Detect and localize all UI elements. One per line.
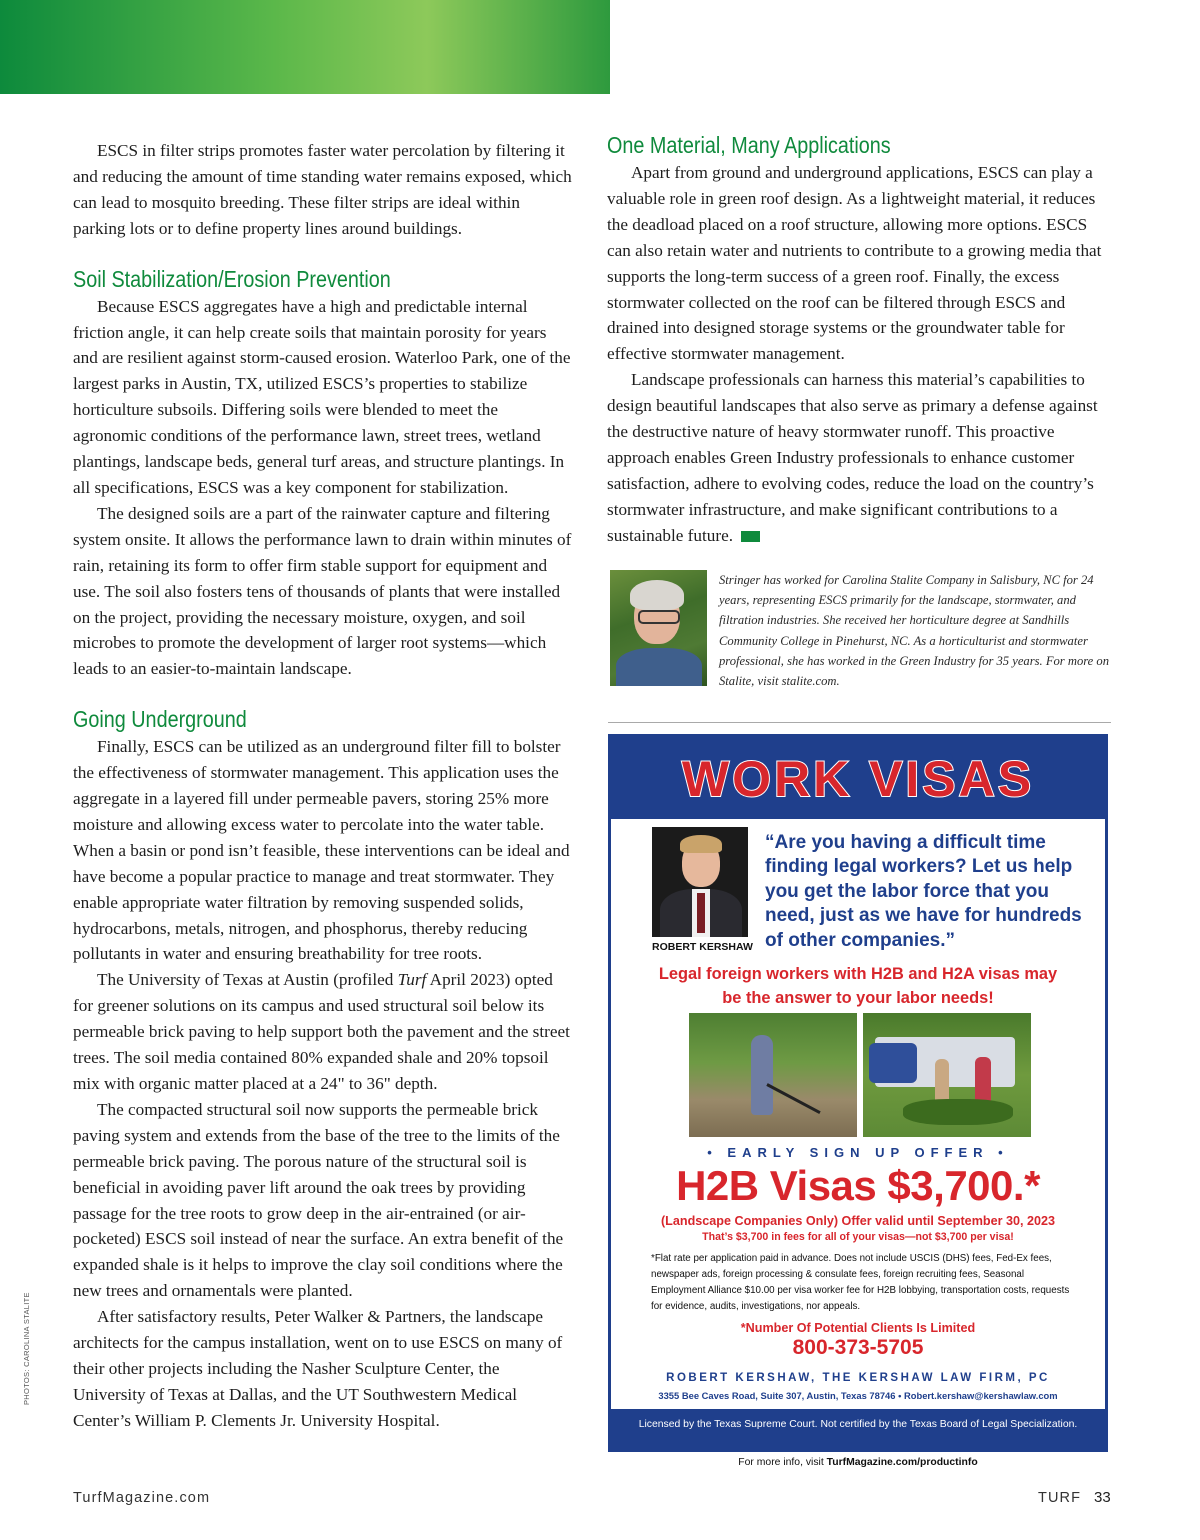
offer-validity: (Landscape Companies Only) Offer valid until September 30, 2023 — [660, 1214, 1056, 1228]
ad-title: WORK VISAS — [681, 751, 1035, 807]
product-info-link[interactable]: TurfMagazine.com/productinfo — [826, 1457, 978, 1468]
paragraph: The compacted structural soil now supports the permeable brick paving system and extends from the base of the tree to the limits of the permeable brick paving. The porous nature of the structural soil is beneficial in avoiding paver lift around the oak trees by providing passage for the tree roots to grow deep in the air-entrained (or air-pocketed) ESCS soil instead of near the surface. An extra benefit of the expanded shale is it helps to improve the clay soil conditions where the new trees and ornamentals were planted. — [73, 1099, 564, 1301]
early-offer: • EARLY SIGN UP OFFER • — [707, 1145, 1009, 1160]
fees-note: That’s $3,700 in fees for all of your visas—not $3,700 per visa! — [702, 1231, 1014, 1243]
paragraph: The University of Texas at Austin (profiled Turf April 2023) opted for greener solutions on its campus and used structural soil below its permeable brick paving to help support both the pavement and the street trees. The soil media contained 80% expanded shale and 20% topsoil mix with organic matter placed at a 24" to 36" depth. — [73, 970, 570, 1093]
kershaw-photo — [652, 827, 748, 937]
photo-credit: PHOTOS: CAROLINA STALITE — [22, 1292, 31, 1405]
fine-print: *Flat rate per application paid in advance. Does not include USCIS (DHS) fees, Fed-Ex fees, newspaper ads, foreign processing & consulate fees, foreign recruiting fees, Seasonal Employment Alliance $10.00 per visa worker fee for H2B lobbying, transportation costs, requests for evidence, audits, investigations, nor appeals. — [651, 1253, 1070, 1312]
paragraph: Apart from ground and underground applications, ESCS can play a valuable role in green roof design. As a lightweight material, it reduces the deadload placed on a roof structure, allowing more options. ESCS can also retain water and nutrients to contribute to a growing media that supports the long-term success of a green roof. Finally, the excess stormwater collected on the roof can be filtered through ESCS and drained into designed storage systems or the groundwater table for effective stormwater management. — [607, 163, 1102, 364]
more-info: For more info, visit TurfMagazine.com/productinfo — [738, 1457, 978, 1468]
left-column — [73, 138, 575, 1434]
section-heading: Soil Stabilization/Erosion Prevention — [73, 265, 391, 292]
ad-quote: “Are you having a difficult time finding legal workers? Let us help you get the labor force that you need, just as we have for hundreds of other companies.” — [765, 832, 1082, 951]
worker-trimming-photo — [689, 1013, 857, 1137]
right-column — [607, 130, 1112, 549]
paragraph: After satisfactory results, Peter Walker & Partners, the landscape architects for the campus installation, went on to use ESCS on many of their other projects including the Nasher Sculpture Center, the University of Texas at Dallas, and the UT Southwestern Medical Center’s William P. Clements Jr. University Hospital. — [73, 1307, 563, 1430]
visa-price: H2B Visas $3,700.* — [676, 1162, 1040, 1209]
paragraph: The designed soils are a part of the rainwater capture and filtering system onsite. It allows the performance lawn to drain within minutes of rain, retaining its form to offer firm stable support for equipment and use. The soil also fosters tens of thousands of plants that were installed on the project, providing the necessary moisture, oxygen, and soil microbes to promote the development of larger root systems—which leads to an easier-to-maintain landscape. — [73, 503, 572, 679]
bio-text: Stringer has worked for Carolina Stalite Company in Salisbury, NC for 24 years, representing ESCS primarily for the landscape, stormwater, and filtration industries. She received her horticulture degree at Sandhills Community College in Pinehurst, NC. As a horticulturist and stormwater professional, she has worked in the Green Industry for 35 years. For more on Stalite, visit stalite.com. — [719, 573, 1110, 689]
limited-note: *Number Of Potential Clients Is Limited — [740, 1321, 976, 1335]
firm-address: 3355 Bee Caves Road, Suite 307, Austin, Texas 78746 • Robert.kershaw@kershawlaw.com — [658, 1390, 1058, 1401]
paragraph: ESCS in filter strips promotes faster water percolation by filtering it and reducing the amount of time standing water remains exposed, which can lead to mosquito breeding. These filter strips are ideal within parking lots or to define property lines around buildings. — [73, 141, 572, 238]
section-heading: One Material, Many Applications — [607, 132, 891, 158]
divider — [608, 722, 1111, 723]
work-visas-ad[interactable] — [608, 734, 1108, 1452]
page-number: 33 — [1094, 1489, 1111, 1506]
ad-legal-workers: Legal foreign workers with H2B and H2A visas may be the answer to your labor needs! — [658, 965, 1058, 1007]
end-mark-icon — [741, 531, 760, 542]
author-bio — [610, 570, 1110, 688]
phone-number[interactable]: 800-373-5705 — [792, 1336, 924, 1359]
paragraph: Because ESCS aggregates have a high and predictable internal friction angle, it can help create soils that maintain porosity for years and are resilient against storm-caused erosion. Waterloo Park, one of the largest parks in Austin, TX, utilized ESCS’s properties to stabilize horticulture subsoils. Differing soils were blended to meet the agronomic conditions of the performance lawn, street trees, wetland plantings, landscape beds, general turf areas, and structure plantings. In all specifications, ESCS was a key component for stabilization. — [73, 296, 571, 497]
photo-caption: ROBERT KERSHAW — [652, 941, 753, 953]
footer-magazine: TURF — [1038, 1490, 1082, 1506]
firm-name: ROBERT KERSHAW, THE KERSHAW LAW FIRM, PC — [666, 1372, 1050, 1384]
license-note: Licensed by the Texas Supreme Court. Not certified by the Texas Board of Legal Specialization. — [638, 1419, 1078, 1430]
paragraph: Finally, ESCS can be utilized as an underground filter fill to bolster the effectiveness of stormwater management. This application uses the aggregate in a layered fill under permeable pavers, storing 25% more moisture and allowing excess water to percolate into the water table. When a basin or pond isn’t feasible, these interventions can be ideal and have become a popular practice to manage and treat stormwater. They enable appropriate water filtration by removing suspended solids, hydrocarbons, metals, nitrogen, and phosphorus, thereby reducing pollutants in water and ensuring breathability for tree roots. — [73, 737, 570, 964]
header-green-bar — [0, 0, 610, 94]
author-photo — [610, 570, 707, 686]
workers-truck-photo — [863, 1013, 1031, 1137]
section-heading: Going Underground — [73, 706, 247, 733]
paragraph: Landscape professionals can harness this material’s capabilities to design beautiful landscapes that also serve as primary a defense against the destructive nature of heavy stormwater runoff. This proactive approach enables Green Industry professionals to enhance customer satisfaction, adhere to evolving codes, reduce the load on the country’s stormwater infrastructure, and make significant contributions to a sustainable future. — [607, 370, 1098, 545]
footer-site[interactable]: TurfMagazine.com — [73, 1490, 211, 1506]
